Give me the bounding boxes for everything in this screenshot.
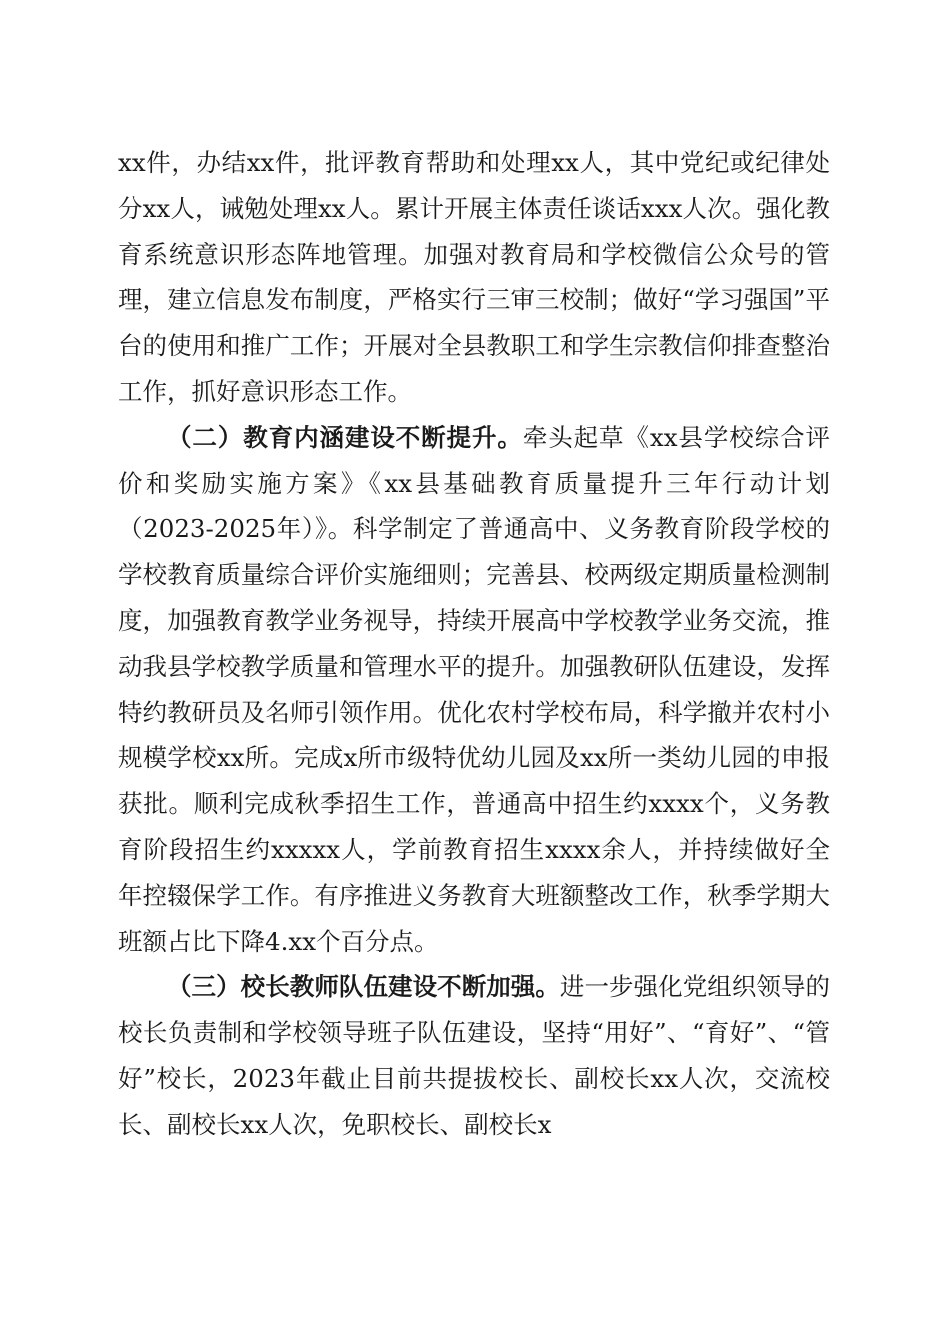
paragraph-text: xx件，办结xx件，批评教育帮助和处理xx人，其中党纪或纪律处分xx人，诫勉处理xx人。累计开展主体责任谈话xxx人次。强化教育系统意识形态阵地管理。加强对教育局和学校微信公众号的管理，建立信息发布制度，严格实行三审三校制；做好“学习强国”平台的使用和推广工作；开展对全县教职工和学生宗教信仰排查整治工作，抓好意识形态工作。 <box>118 148 830 406</box>
section-heading: （三）校长教师队伍建设不断加强。 <box>167 972 560 1002</box>
paragraph-text: 进一步强化党组织领导的校长负责制和学校领导班子队伍建设，坚持“用好”、“育好”、“管好”校长，2023年截止目前共提拔校长、副校长xx人次，交流校长、副校长xx人次，免职校长、副校长x <box>118 972 830 1139</box>
paragraph-discipline <box>118 140 830 415</box>
paragraph-text: 牵头起草《xx县学校综合评价和奖励实施方案》《xx县基础教育质量提升三年行动计划（2023-2025年）》。科学制定了普通高中、义务教育阶段学校的学校教育质量综合评价实施细则；完善县、校两级定期质量检测制度，加强教育教学业务视导，持续开展高中学校教学业务交流，推动我县学校教学质量和管理水平的提升。加强教研队伍建设，发挥特约教研员及名师引领作用。优化农村学校布局，科学撤并农村小规模学校xx所。完成x所市级特优幼儿园及xx所一类幼儿园的申报获批。顺利完成秋季招生工作，普通高中招生约xxxx个，义务教育阶段招生约xxxxx人，学前教育招生xxxx余人，并持续做好全年控辍保学工作。有序推进义务教育大班额整改工作，秋季学期大班额占比下降4.xx个百分点。 <box>118 422 831 956</box>
paragraph-education-quality <box>118 415 830 965</box>
document-body <box>118 140 830 1148</box>
paragraph-principal-teachers <box>118 964 830 1147</box>
section-heading: （二）教育内涵建设不断提升。 <box>167 422 523 452</box>
